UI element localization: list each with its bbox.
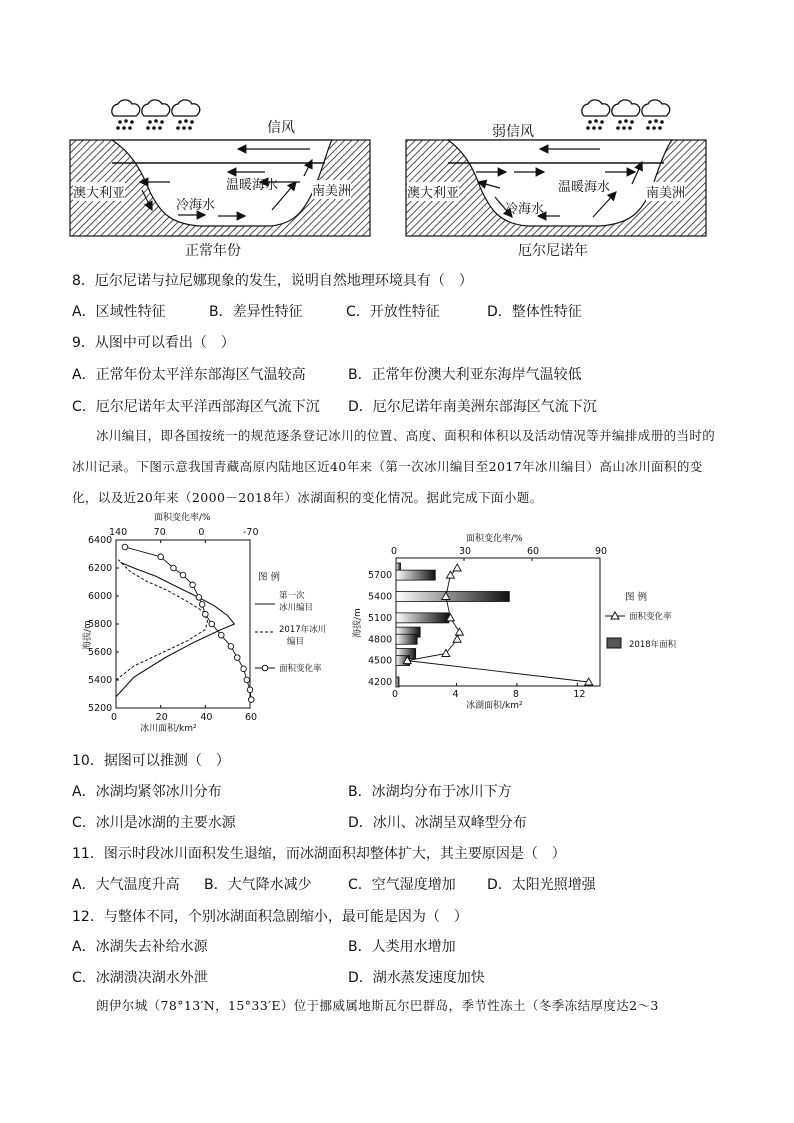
question-10-stem: 10．据图可以推测（ ） <box>72 753 230 769</box>
change-rate-point <box>453 635 461 642</box>
top-tick-label: 0 <box>391 546 398 557</box>
question-10-option-b[interactable]: B．冰湖均分布于冰川下方 <box>348 784 512 800</box>
cold-water-label-el-nino: 冷海水 <box>505 202 545 217</box>
change-rate-point <box>453 564 461 571</box>
el-nino-diagrams-svg <box>60 92 720 260</box>
legend-label-2017: 2017年冰川 <box>279 625 327 635</box>
change-rate-point <box>218 632 224 638</box>
y-tick-label: 6000 <box>88 591 113 602</box>
top-tick-label: 140 <box>109 527 128 538</box>
warm-water-label-normal: 温暖海水 <box>226 178 279 193</box>
question-12-stem: 12．与整体不同，个别冰湖面积急剧缩小，最可能是因为（ ） <box>72 909 468 925</box>
warm-water-label-el-nino: 温暖海水 <box>558 180 611 195</box>
lake-area-bar <box>396 592 509 602</box>
legend-label-2017-2: 编目 <box>287 637 305 647</box>
x-tick-label: 20 <box>155 712 168 723</box>
change-rate-point <box>455 628 463 635</box>
question-9-option-a[interactable]: A．正常年份太平洋东部海区气温较高 <box>72 367 306 383</box>
question-9-option-d[interactable]: D．厄尔尼诺年南美洲东部海区气流下沉 <box>348 399 597 415</box>
y-tick-label: 4200 <box>368 677 393 688</box>
y-axis-label: 海拔/m <box>353 608 363 638</box>
legend-label-rate: 面积变化率 <box>279 664 322 674</box>
normal-year-panel <box>70 100 370 236</box>
legend-label-first-2: 冰川编目 <box>279 603 314 613</box>
change-rate-point <box>234 655 240 661</box>
question-11-option-c[interactable]: C．空气湿度增加 <box>348 877 456 893</box>
top-tick-label: -70 <box>243 527 259 538</box>
change-rate-point <box>158 554 164 560</box>
question-8-stem: 8．厄尔尼诺与拉尼娜现象的发生，说明自然地理环境具有（ ） <box>72 273 473 289</box>
y-tick-label: 5600 <box>88 647 113 658</box>
change-rate-line <box>407 568 588 682</box>
top-tick-label: 0 <box>198 527 205 538</box>
australia-label-normal: 澳大利亚 <box>73 182 125 201</box>
y-tick-label: 5800 <box>88 619 113 630</box>
top-tick-label: 70 <box>153 527 166 538</box>
series-change-rate-line <box>125 547 251 700</box>
question-11-option-a[interactable]: A．大气温度升高 <box>72 877 180 893</box>
question-12-option-b[interactable]: B．人类用水增加 <box>348 939 456 955</box>
glacier-lake-chart <box>350 528 710 728</box>
top-axis-label: 面积变化率/% <box>154 513 211 523</box>
question-12-option-c[interactable]: C．冰湖溃决湖水外泄 <box>72 970 208 986</box>
x-axis-label: 冰湖面积/km² <box>466 701 523 711</box>
el-nino-figure <box>60 92 720 260</box>
x-tick-label: 40 <box>200 712 213 723</box>
legend-label-area: 2018年面积 <box>629 640 677 650</box>
change-rate-point <box>244 677 250 683</box>
question-10-option-a[interactable]: A．冰湖均紧邻冰川分布 <box>72 784 222 800</box>
change-rate-point <box>241 666 247 672</box>
question-10-option-c[interactable]: C．冰川是冰湖的主要水源 <box>72 815 236 831</box>
el-nino-year-caption: 厄尔尼诺年 <box>518 243 588 259</box>
south-america-label-el-nino: 南美洲 <box>646 182 685 201</box>
change-rate-point <box>196 595 202 601</box>
lake-area-bar <box>396 570 435 580</box>
question-9-option-c[interactable]: C．厄尔尼诺年太平洋西部海区气流下沉 <box>72 399 320 415</box>
y-axis-label: 海拔/m <box>83 620 93 650</box>
question-11-option-d[interactable]: D．太阳光照增强 <box>487 877 596 893</box>
x-axis-label: 冰川面积/km² <box>140 724 197 734</box>
top-axis-label: 面积变化率/% <box>466 534 523 544</box>
question-8-option-a[interactable]: A．区域性特征 <box>72 304 166 320</box>
change-rate-point <box>248 697 254 703</box>
legend-swatch-rate-marker <box>262 665 268 671</box>
y-tick-label: 6400 <box>88 535 113 546</box>
y-tick-label: 4800 <box>368 634 393 646</box>
x-tick-label: 60 <box>245 712 258 723</box>
lake-area-bar <box>396 613 449 623</box>
top-tick-label: 30 <box>459 546 472 557</box>
question-12-option-a[interactable]: A．冰湖失去补给水源 <box>72 939 208 955</box>
y-tick-label: 5400 <box>88 675 113 686</box>
australia-label-el-nino: 澳大利亚 <box>407 182 459 201</box>
y-tick-label: 4500 <box>368 655 393 667</box>
plot-frame <box>116 540 250 708</box>
y-tick-label: 6200 <box>88 563 113 574</box>
change-rate-point <box>199 602 205 608</box>
question-11-stem: 11．图示时段冰川面积发生退缩，而冰湖面积却整体扩大，其主要原因是（ ） <box>72 846 566 862</box>
y-tick-label: 5100 <box>368 612 393 624</box>
wind-label-el-nino: 弱信风 <box>492 124 534 140</box>
top-tick-label: 60 <box>527 546 540 557</box>
change-rate-point <box>122 544 128 550</box>
glacier-area-chart <box>80 510 360 734</box>
question-8-option-c[interactable]: C．开放性特征 <box>346 304 440 320</box>
series-2017-inventory-line <box>116 560 208 680</box>
y-tick-label: 5400 <box>368 591 393 603</box>
question-9-stem: 9．从图中可以看出（ ） <box>72 335 235 351</box>
top-tick-label: 90 <box>595 546 608 557</box>
lake-area-bar <box>396 677 399 687</box>
legend-label-first: 第一次 <box>279 591 305 601</box>
change-rate-point <box>171 565 177 571</box>
glacier-passage: 冰川编目，即各国按统一的规范逐条登记冰川的位置、高度、面积和体积以及活动情况等并编排成册的当时的冰川记录。下图示意我国青藏高原内陆地区近40年来（第一次冰川编目至2017年冰川编目）高山冰川面积的变化，以及近20年来（2000－2018年）冰湖面积的变化情况。据此完成下面小题。 <box>72 428 716 505</box>
x-tick-label: 12 <box>573 689 586 700</box>
change-rate-point <box>190 582 196 588</box>
lake-area-bar <box>396 634 417 644</box>
next-passage: 朗伊尔城（78°13′N，15°33′E）位于挪威属地斯瓦尔巴群岛，季节性冻土（冬季冻结厚度达2～3 <box>96 998 659 1013</box>
question-8-option-d[interactable]: D．整体性特征 <box>487 304 582 320</box>
change-rate-point <box>247 687 253 693</box>
x-tick-label: 8 <box>512 689 519 700</box>
change-rate-point <box>203 611 209 617</box>
question-9-option-b[interactable]: B．正常年份澳大利亚东海岸气温较低 <box>348 367 582 383</box>
question-10-option-d[interactable]: D．冰川、冰湖呈双峰型分布 <box>348 815 527 831</box>
x-tick-label: 0 <box>111 712 118 723</box>
cold-water-label-normal: 冷海水 <box>176 198 216 213</box>
el-nino-year-panel <box>406 100 706 236</box>
x-tick-label: 0 <box>392 689 399 700</box>
change-rate-point <box>180 572 186 578</box>
x-tick-label: 4 <box>452 689 459 700</box>
legend-swatch-area <box>607 638 621 648</box>
south-america-label-normal: 南美洲 <box>312 180 351 199</box>
y-tick-label: 5700 <box>368 570 393 582</box>
change-rate-point <box>209 621 215 627</box>
legend-label-rate: 面积变化率 <box>629 612 672 622</box>
wind-label-normal: 信风 <box>267 120 295 136</box>
legend-title: 图 例 <box>258 572 281 583</box>
y-tick-label: 5200 <box>88 703 113 714</box>
change-rate-point <box>228 644 234 650</box>
question-8-option-b[interactable]: B．差异性特征 <box>209 304 303 320</box>
question-11-option-b[interactable]: B．大气降水减少 <box>204 877 312 893</box>
normal-year-caption: 正常年份 <box>185 243 241 259</box>
question-12-option-d[interactable]: D．湖水蒸发速度加快 <box>348 970 485 986</box>
legend-title: 图 例 <box>625 592 648 603</box>
